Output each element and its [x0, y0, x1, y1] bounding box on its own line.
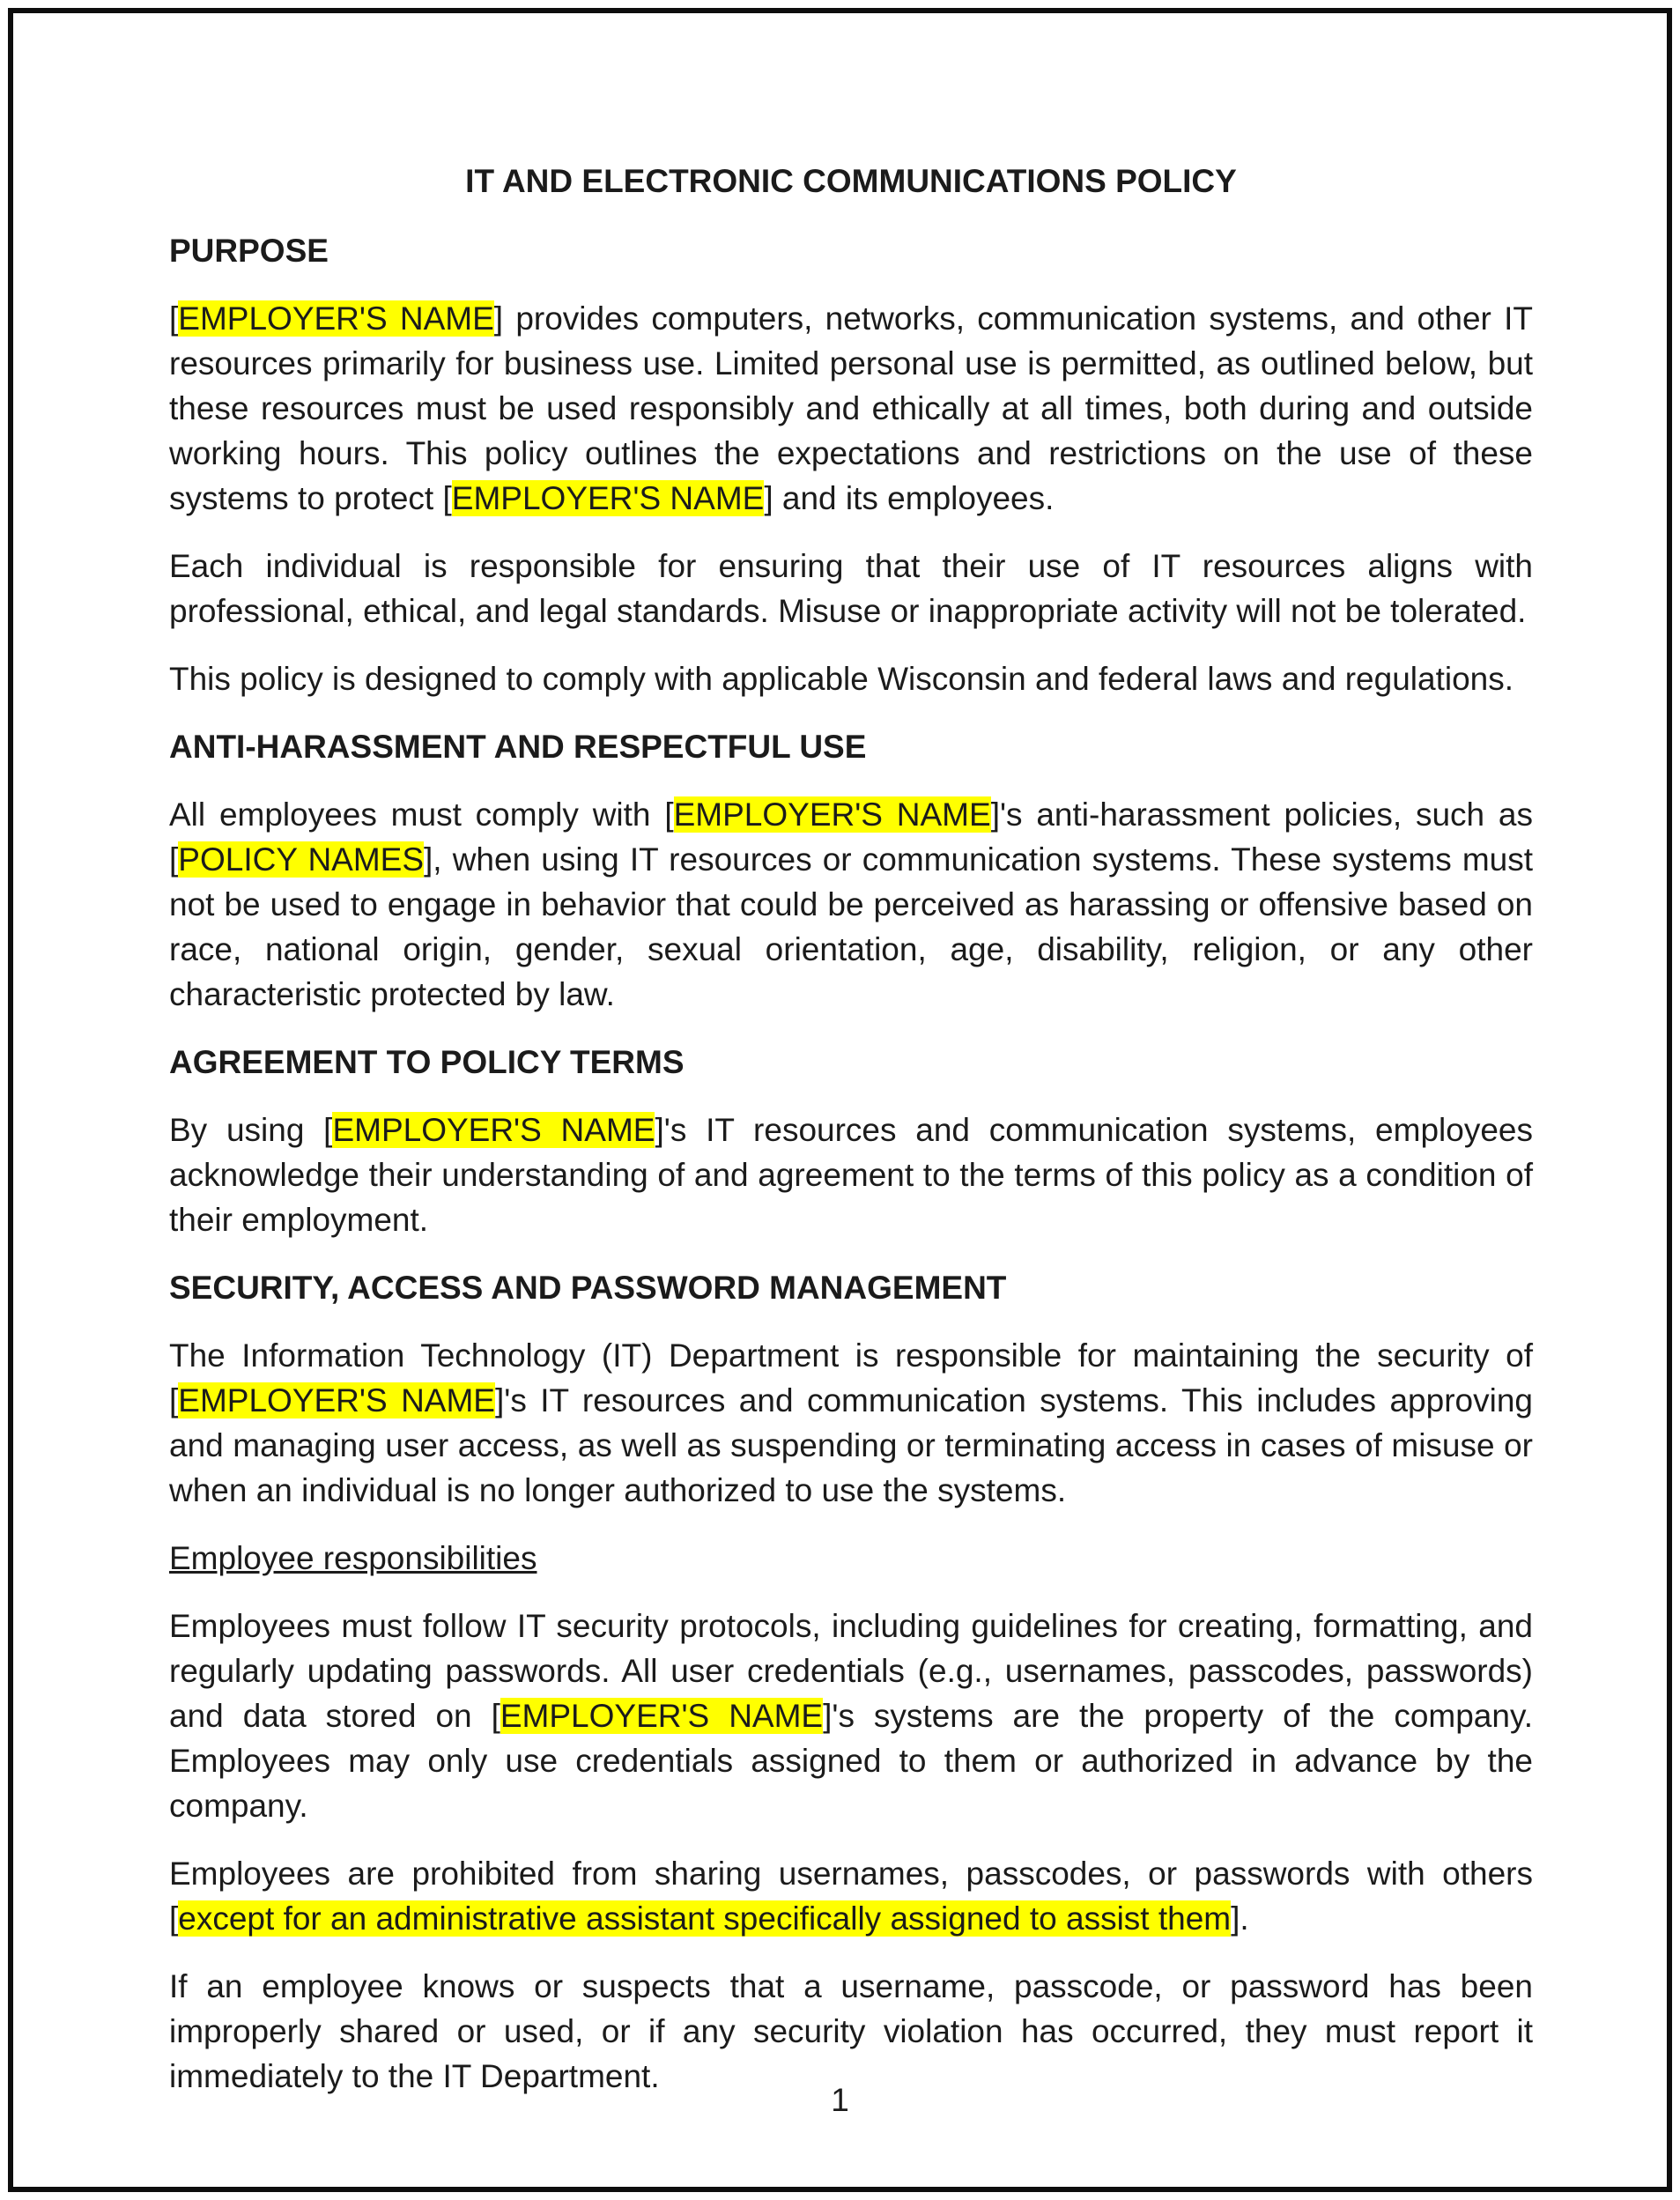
paragraph — [169, 1107, 1533, 1242]
highlighted-placeholder: EMPLOYER'S NAME — [332, 1112, 655, 1148]
highlighted-placeholder: EMPLOYER'S NAME — [673, 796, 991, 833]
highlighted-placeholder: EMPLOYER'S NAME — [500, 1698, 824, 1734]
paragraph — [169, 1604, 1533, 1828]
highlighted-placeholder: EMPLOYER'S NAME — [451, 480, 765, 516]
document-title: IT AND ELECTRONIC COMMUNICATIONS POLICY — [465, 163, 1237, 199]
highlighted-placeholder: EMPLOYER'S NAME — [178, 1382, 495, 1419]
text-run: All employees must comply with [ — [169, 796, 674, 833]
text-run: By using [ — [169, 1112, 333, 1148]
text-run: Employees are prohibited from sharing usernames, passcodes, or passwords with others [ — [169, 1856, 1533, 1937]
text-run: ]'s systems are the property of the company. Employees may only use credentials assigned to them or authorized in advance by the company. — [169, 1698, 1533, 1824]
page-number: 1 — [831, 2082, 849, 2118]
text-run: ]'s IT resources and communication systems, employees acknowledge their understanding of and agreement to the terms of this policy as a condition of their employment. — [169, 1112, 1533, 1238]
text-run: ] and its employees. — [764, 480, 1055, 516]
section-heading: AGREEMENT TO POLICY TERMS — [169, 1044, 685, 1080]
section-heading: PURPOSE — [169, 233, 329, 269]
highlighted-placeholder: EMPLOYER'S NAME — [178, 300, 494, 337]
text-run: The Information Technology (IT) Department is responsible for maintaining the security of [ — [169, 1337, 1533, 1419]
text-run: Employees must follow IT security protocols, including guidelines for creating, formatting, and regularly updating passwords. All user credentials (e.g., usernames, passcodes, passwords) and data stored on [ — [169, 1608, 1533, 1734]
section-heading: SECURITY, ACCESS AND PASSWORD MANAGEMENT — [169, 1270, 1007, 1306]
highlighted-placeholder: POLICY NAMES — [178, 841, 425, 878]
document-sections — [169, 228, 1533, 2099]
text-run: [ — [169, 300, 179, 337]
text-run: ]'s anti-harassment policies, such as [ — [169, 796, 1533, 878]
paragraph — [169, 1333, 1533, 1513]
text-run: Each individual is responsible for ensuring that their use of IT resources aligns with professional, ethical, and legal standards. Misuse or inappropriate activity will not be tolerated. — [169, 548, 1533, 629]
paragraph — [169, 544, 1533, 633]
paragraph — [169, 1851, 1533, 1941]
highlighted-placeholder: except for an administrative assistant specifically assigned to assist them — [178, 1900, 1232, 1937]
text-run: If an employee knows or suspects that a username, passcode, or password has been improperly shared or used, or if any security violation has occurred, they must report it immediately to the IT Department. — [169, 1968, 1533, 2094]
section-heading: ANTI-HARASSMENT AND RESPECTFUL USE — [169, 729, 867, 765]
text-run: ], when using IT resources or communication systems. These systems must not be used to engage in behavior that could be perceived as harassing or offensive based on race, national origin, gender, sexual orientation, age, disability, religion, or any other characteristic protected by law. — [169, 841, 1534, 1012]
document-content — [169, 159, 1533, 2122]
text-run: ] provides computers, networks, communication systems, and other IT resources primarily for business use. Limited personal use is permitted, as outlined below, but these resources must be used responsibly and ethically at all times, both during and outside working hours. This policy outlines the expectations and restrictions on the use of these systems to protect [ — [169, 300, 1533, 516]
paragraph — [169, 656, 1533, 701]
paragraph — [169, 296, 1533, 521]
section-heading: Employee responsibilities — [169, 1540, 537, 1576]
text-run: ]'s IT resources and communication systems. This includes approving and managing user access, as well as suspending or terminating access in cases of misuse or when an individual is no longer authorized to use the systems. — [169, 1382, 1533, 1508]
text-run: This policy is designed to comply with applicable Wisconsin and federal laws and regulations. — [169, 661, 1514, 697]
text-run: ]. — [1231, 1900, 1249, 1937]
paragraph — [169, 792, 1533, 1017]
